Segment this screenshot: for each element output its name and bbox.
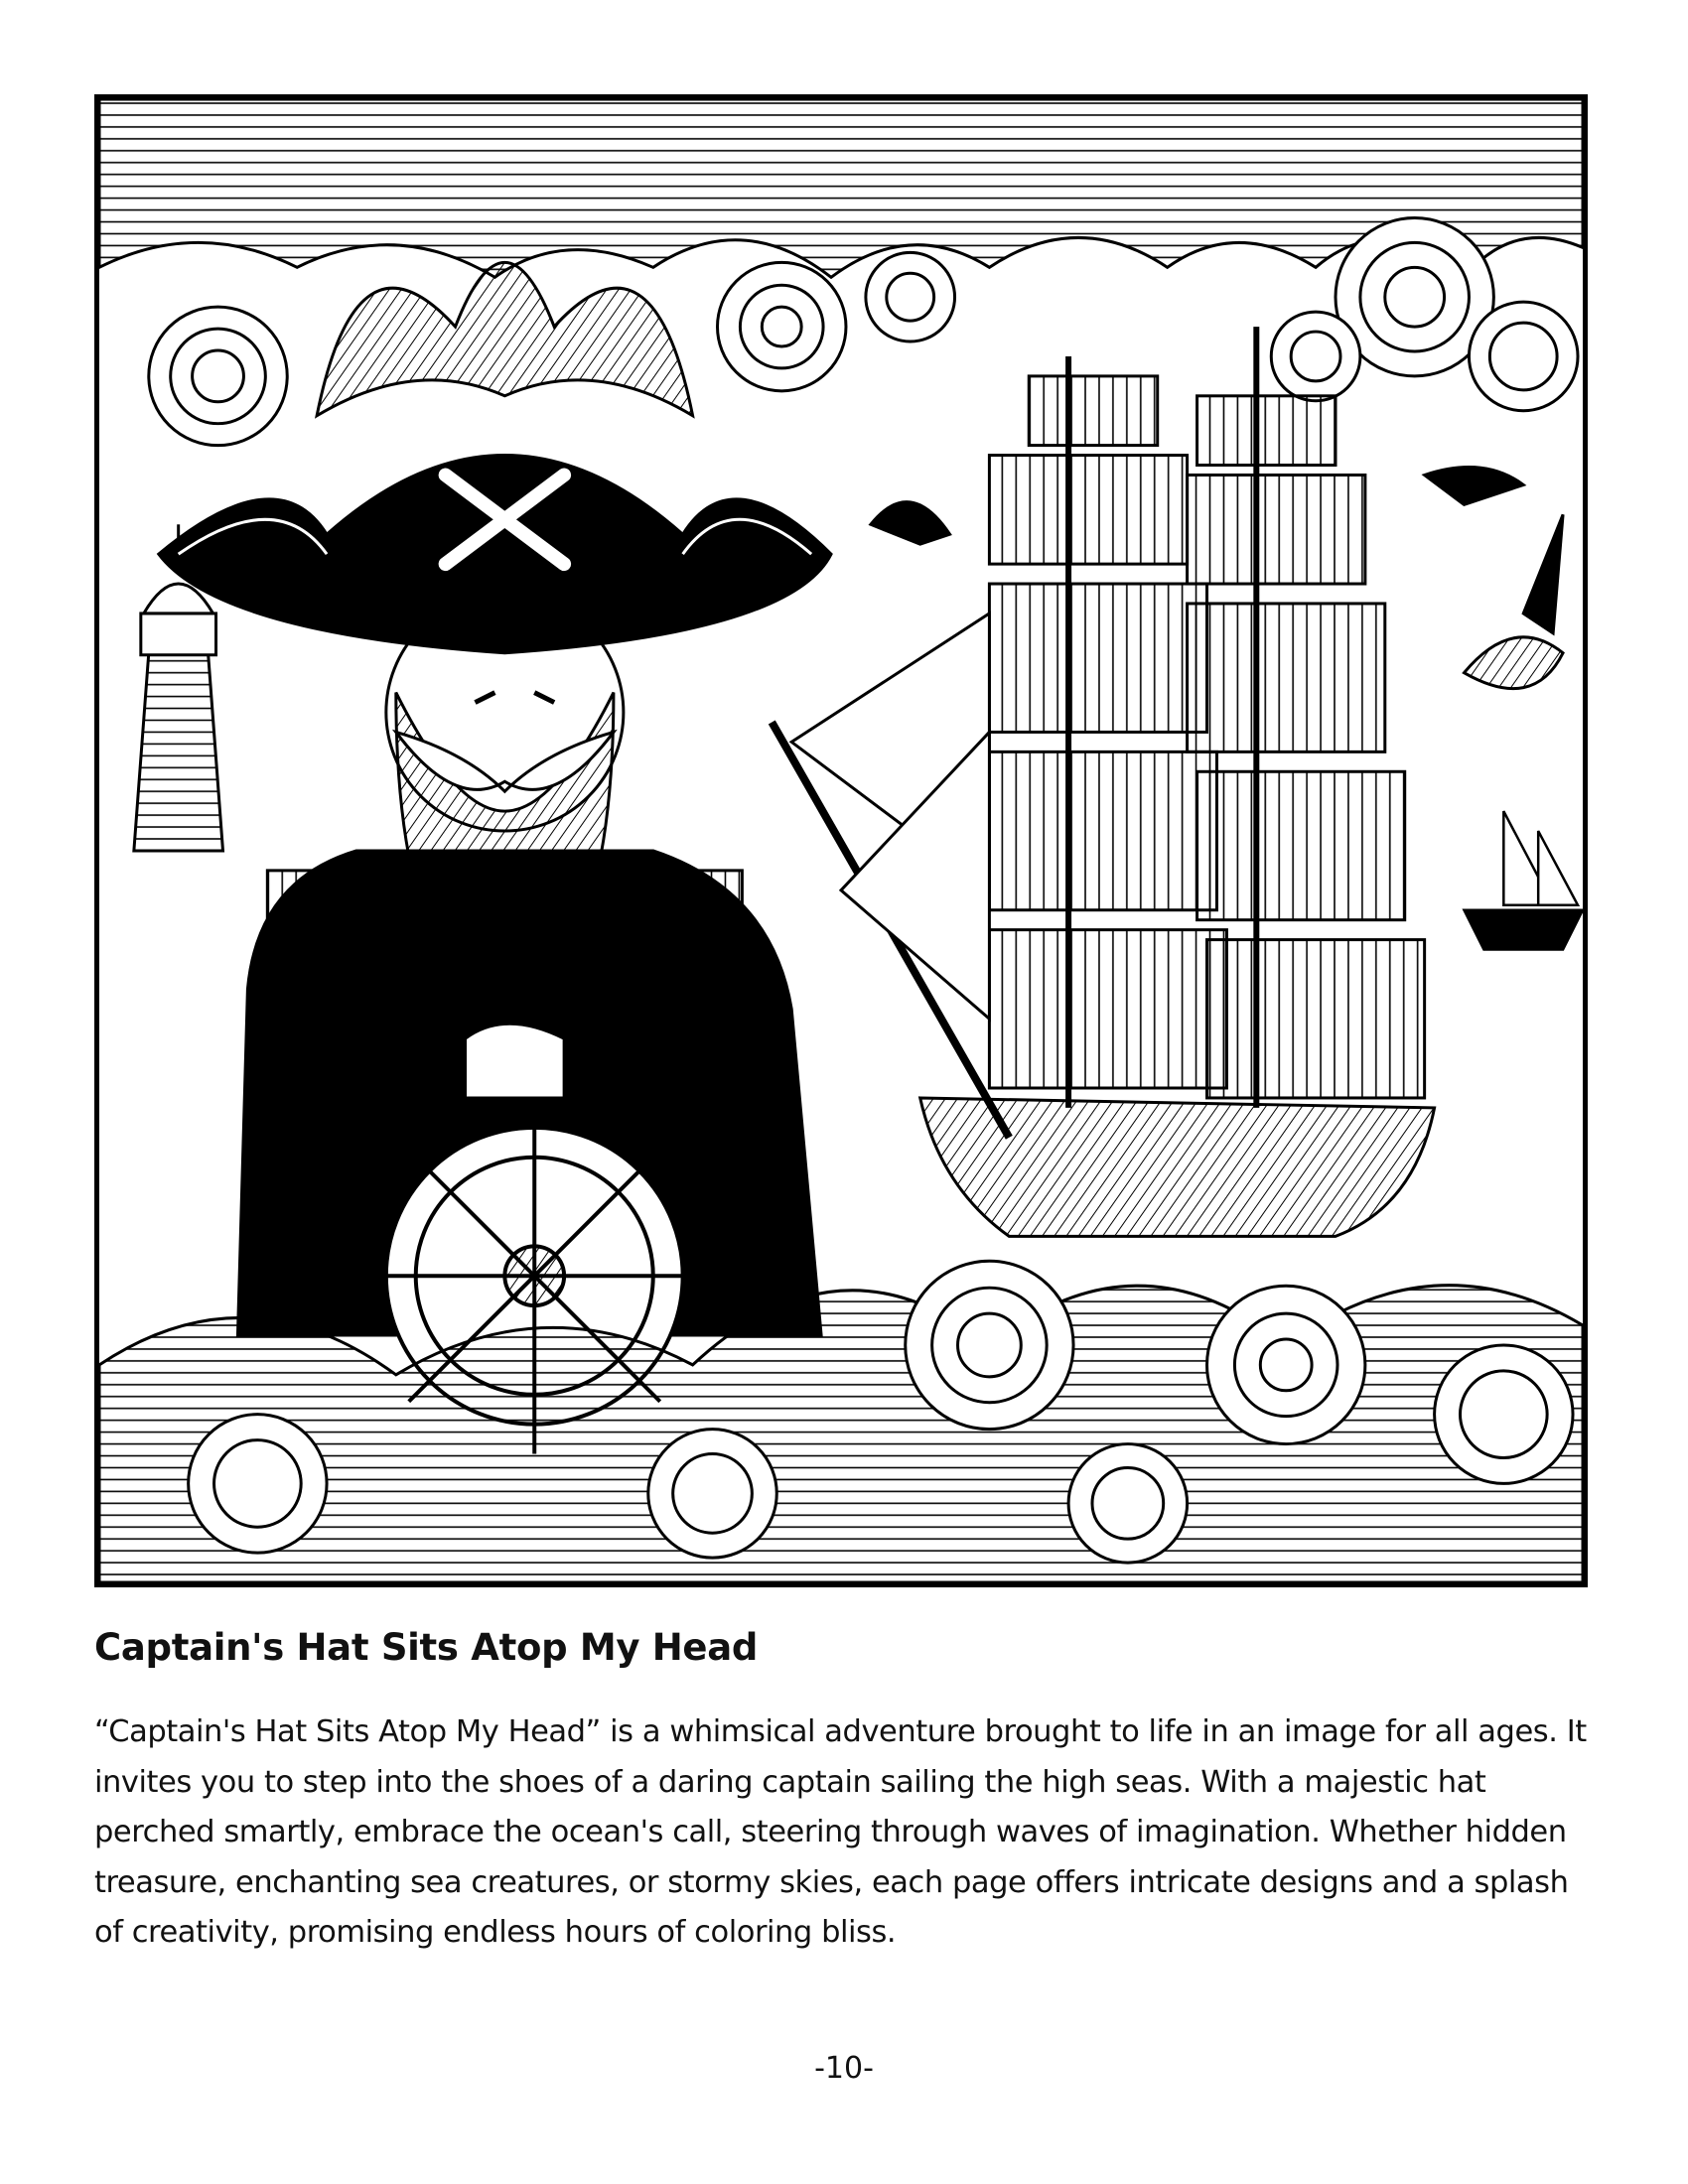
page-number: -10- [814,2051,874,2086]
pirate-captain-ship-drawing [99,99,1583,1582]
description-paragraph: “Captain's Hat Sits Atop My Head” is a whimsical adventure brought to life in an image for all ages. It invites you to step into the shoes of a daring captain sailing the high seas. With a majestic hat perched smartly, embrace the ocean's call, steering through waves of imagination. Whether hidden treasure, enchanting sea creatures, or stormy skies, each page offers intricate designs and a splash of creativity, promising endless hours of coloring bliss. [94,1714,1587,1950]
page-title: Captain's Hat Sits Atop My Head [94,1626,759,1669]
coloring-page-illustration [94,94,1588,1587]
